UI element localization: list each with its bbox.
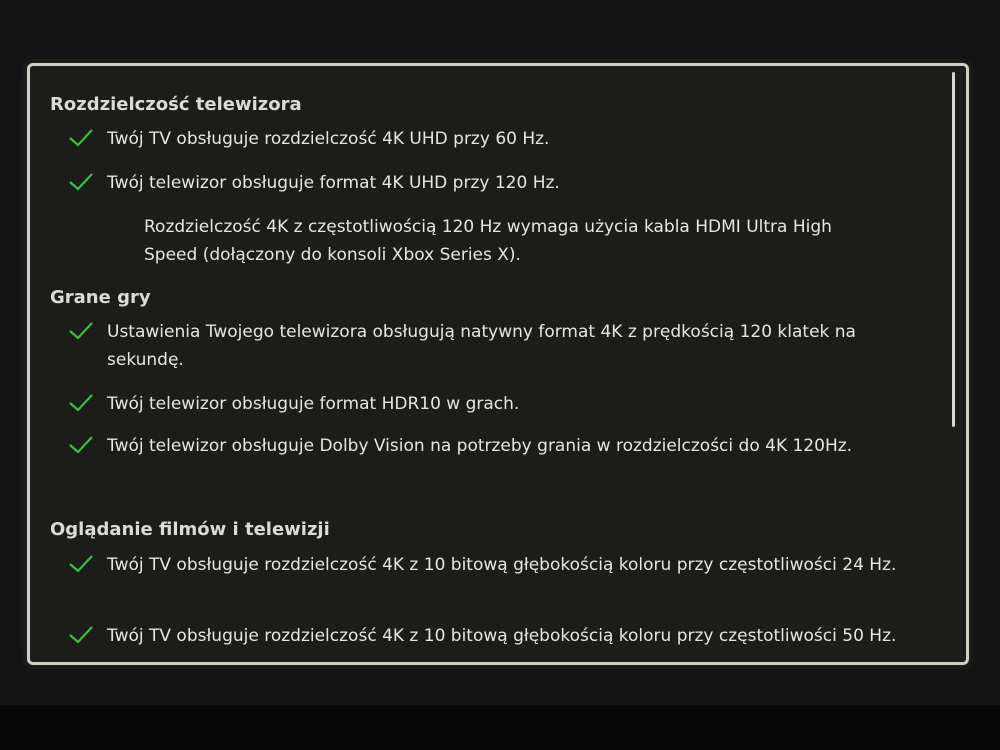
list-item-text: Twój telewizor obsługuje format 4K UHD przy 120 Hz. (107, 173, 560, 193)
scrollbar[interactable] (952, 72, 955, 427)
check-icon (67, 624, 97, 646)
check-icon (67, 392, 97, 414)
list-item (67, 432, 897, 460)
list-item-text: Ustawienia Twojego telewizora obsługują natywny format 4K z prędkością 120 klatek na sekundę. (107, 322, 856, 370)
list-item (67, 622, 897, 650)
hdmi-cable-note: Rozdzielczość 4K z częstotliwością 120 Hz wymaga użycia kabla HDMI Ultra High Speed (dołączony do konsoli Xbox Series X). (144, 217, 832, 265)
section-heading-games: Grane gry (50, 287, 151, 308)
list-item-text: Twój TV obsługuje rozdzielczość 4K z 10 bitową głębokością koloru przy częstotliwości 24 Hz. (107, 555, 897, 575)
capabilities-list (30, 66, 966, 662)
list-item-text: Twój TV obsługuje rozdzielczość 4K z 10 bitową głębokością koloru przy częstotliwości 50 Hz. (107, 626, 897, 646)
section-heading-movies-tv: Oglądanie filmów i telewizji (50, 519, 330, 540)
check-icon (67, 553, 97, 575)
check-icon (67, 171, 97, 193)
check-icon (67, 320, 97, 342)
list-item (67, 125, 897, 153)
tv-capabilities-panel[interactable] (27, 63, 969, 665)
list-item (67, 551, 897, 579)
list-item (67, 318, 897, 374)
list-item-text: Twój telewizor obsługuje format HDR10 w grach. (107, 394, 520, 414)
list-item-text: Twój telewizor obsługuje Dolby Vision na potrzeby grania w rozdzielczości do 4K 120Hz. (107, 436, 853, 456)
list-item (67, 390, 897, 418)
list-item-text: Twój TV obsługuje rozdzielczość 4K UHD przy 60 Hz. (107, 129, 550, 149)
section-heading-tv-resolution: Rozdzielczość telewizora (50, 94, 302, 115)
check-icon (67, 434, 97, 456)
screen-bottom-bezel (0, 705, 1000, 750)
list-item (67, 169, 897, 197)
check-icon (67, 127, 97, 149)
